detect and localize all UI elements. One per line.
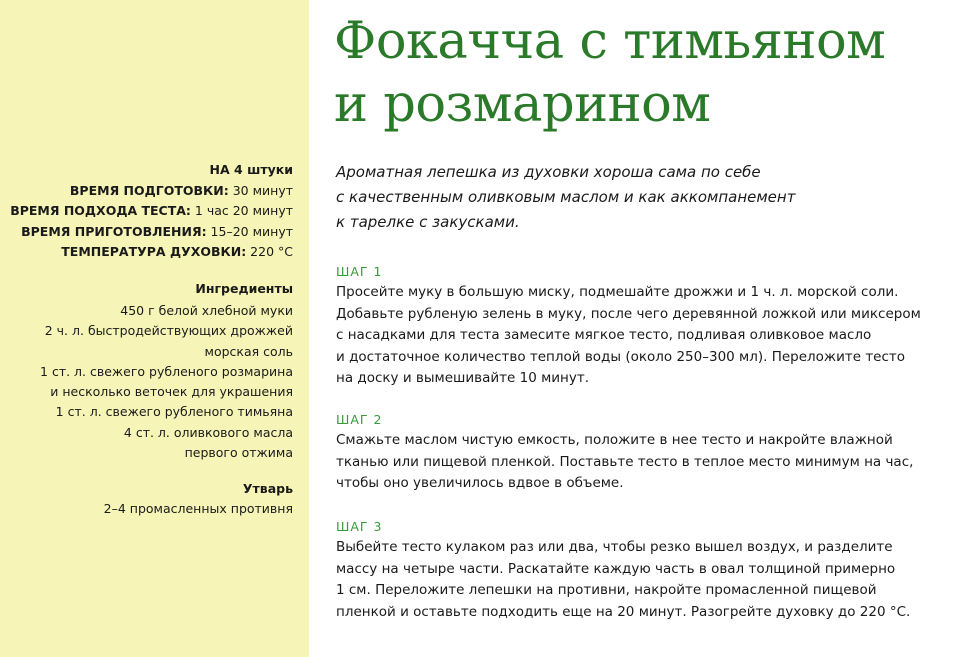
tools-heading: Утварь: [242, 481, 293, 496]
list-item: 450 г белой хлебной муки: [120, 303, 293, 318]
step-3: [336, 517, 936, 623]
list-item: первого отжима: [184, 445, 293, 461]
sidebar-panel: [0, 0, 309, 657]
step-2: [336, 410, 936, 495]
list-item: 4 ст. л. оливкового масла: [123, 424, 293, 440]
intro-line: Ароматная лепешка из духовки хороша сама по себе: [336, 163, 761, 181]
step-label: ШАГ 3: [336, 519, 383, 534]
title-line: и розмарином: [334, 75, 711, 134]
list-item: 2–4 промасленных противня: [103, 501, 293, 516]
tools-list: [104, 499, 293, 519]
list-item: морская соль: [204, 343, 293, 359]
list-item: 1 ст. л. свежего рубленого розмарина: [40, 363, 293, 379]
recipe-meta: [10, 160, 293, 263]
oven-temperature: ТЕМПЕРАТУРА ДУХОВКИ: 220 °С: [61, 244, 293, 260]
step-text: Просейте муку в большую миску, подмешайте дрожжи и 1 ч. л. морской соли. Добавьте рубленую зелень в муку, после чего деревянной ложкой или миксером с насадками для теста замесите мягкое тесто, подливая оливковое масло и достаточное количество теплой воды (около 250–300 мл). Переложите тесто на доску и вымешивайте 10 минут.: [336, 284, 921, 386]
step-text: Выбейте тесто кулаком раз или два, чтобы резко вышел воздух, и разделите массу на четыре части. Раскатайте каждую часть в овал толщиной примерно 1 см. Переложите лепешки на противни, накройте промасленной пищевой пленкой и оставьте подходить еще на 20 минут. Разогрейте духовку до 220 °С.: [336, 539, 911, 620]
yield: НА 4 штуки: [209, 162, 293, 177]
intro-line: к тарелке с закусками.: [336, 213, 520, 231]
step-label: ШАГ 1: [336, 264, 383, 279]
recipe-title: [334, 10, 944, 136]
prep-time: ВРЕМЯ ПОДГОТОВКИ: 30 минут: [69, 182, 293, 198]
cook-time: ВРЕМЯ ПРИГОТОВЛЕНИЯ: 15–20 минут: [21, 223, 293, 239]
title-line: Фокачча с тимьяном: [334, 12, 886, 71]
step-1: [336, 262, 936, 390]
list-item: 2 ч. л. быстродействующих дрожжей: [44, 323, 293, 339]
list-item: и несколько веточек для украшения: [50, 384, 293, 400]
list-item: 1 ст. л. свежего рубленого тимьяна: [55, 404, 293, 420]
recipe-intro: [336, 160, 856, 235]
step-label: ШАГ 2: [336, 412, 383, 427]
step-text: Смажьте маслом чистую емкость, положите в нее тесто и накройте влажной тканью или пищевой пленкой. Поставьте тесто в теплое место минимум на час, чтобы оно увеличилось вдвое в объеме.: [336, 432, 914, 491]
ingredients-heading: Ингредиенты: [195, 281, 293, 296]
intro-line: с качественным оливковым маслом и как аккомпанемент: [336, 188, 796, 206]
rise-time: ВРЕМЯ ПОДХОДА ТЕСТА: 1 час 20 минут: [10, 203, 293, 219]
ingredients-list: [40, 301, 293, 463]
